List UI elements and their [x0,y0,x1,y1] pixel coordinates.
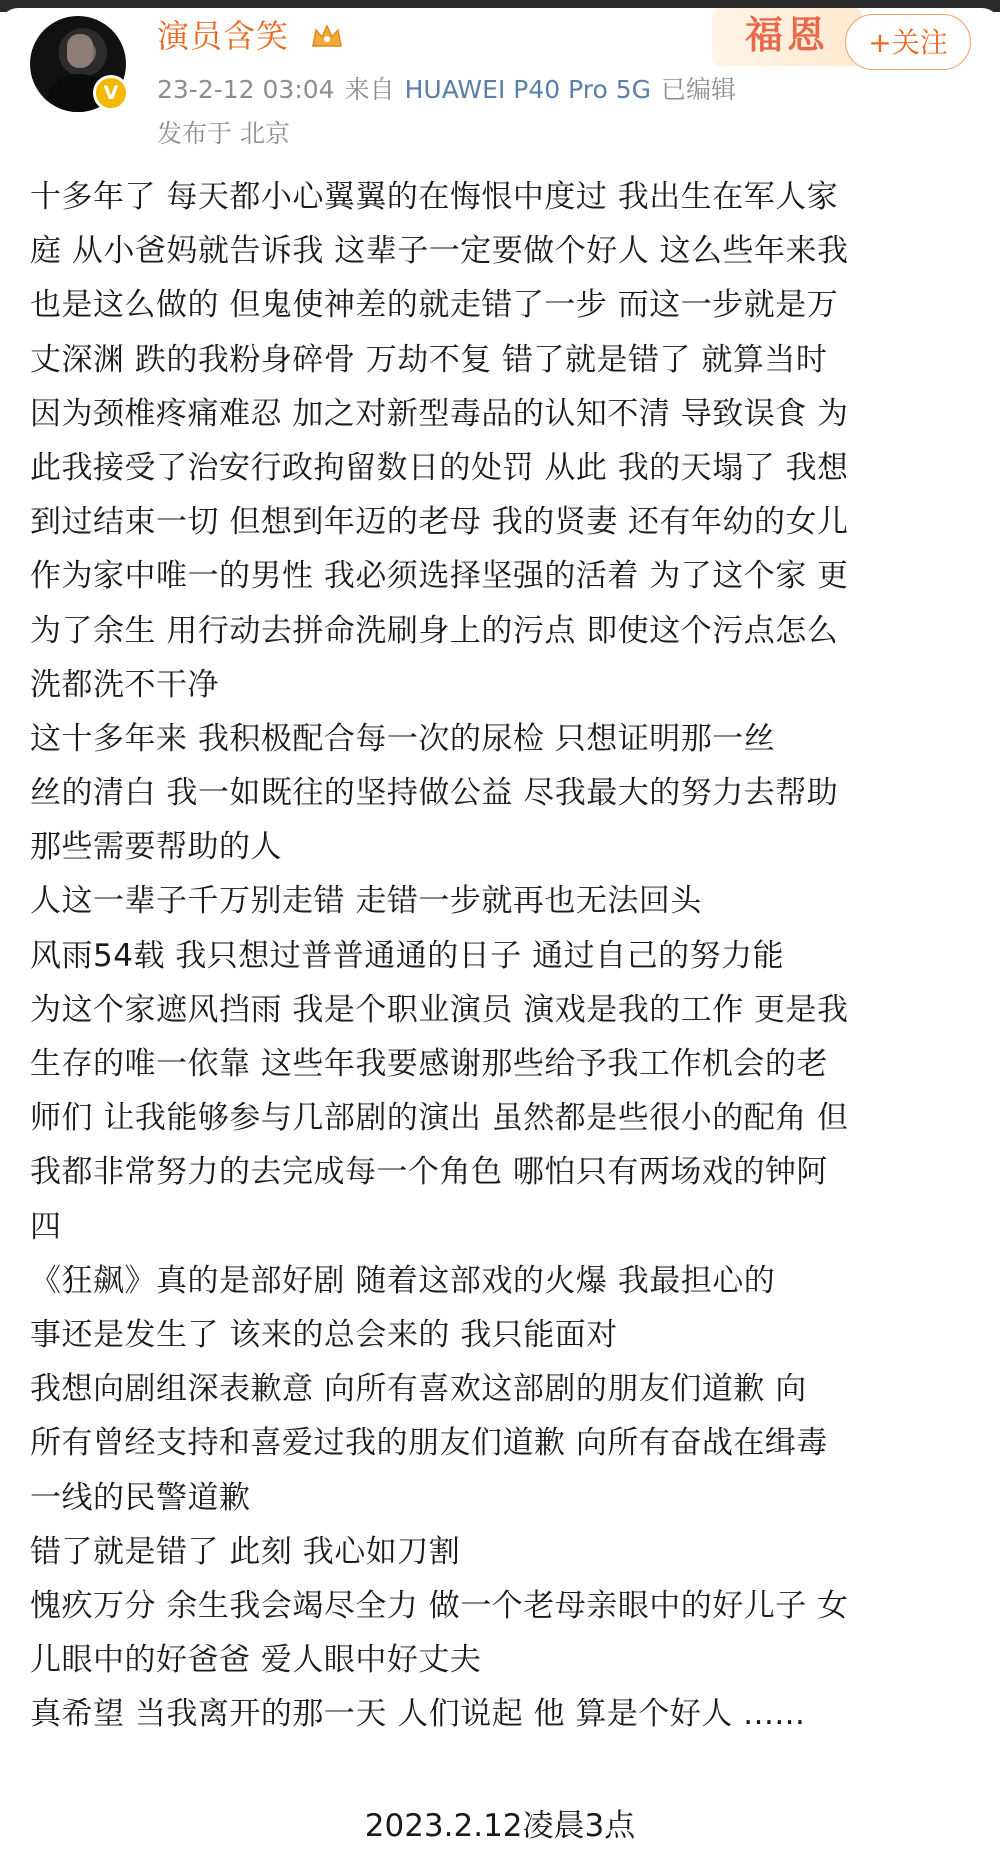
post-header [0,8,1000,158]
post-line: 真希望 当我离开的那一天 人们说起 他 算是个好人 ...... [30,1696,806,1733]
post-line: 儿眼中的好爸爸 爱人眼中好丈夫 [30,1642,482,1679]
post-line: 错了就是错了 此刻 我心如刀割 [30,1533,461,1570]
post-line: 师们 让我能够参与几部剧的演出 虽然都是些很小的配角 但 [30,1100,849,1137]
post-line: 也是这么做的 但鬼使神差的就走错了一步 而这一步就是万 [30,287,839,324]
post-line: 人这一辈子千万别走错 走错一步就再也无法回头 [30,883,702,920]
post-line: 洗都洗不干净 [30,666,219,703]
post-line: 那些需要帮助的人 [30,829,282,866]
post-line: 十多年了 每天都小心翼翼的在悔恨中度过 我出生在军人家 [30,179,839,215]
post-signature-date: 2023.2.12凌晨3点 [364,1808,636,1844]
post-line: 我都非常努力的去完成每一个角色 哪怕只有两场戏的钟阿 [30,1154,828,1191]
device-link[interactable]: HUAWEI P40 Pro 5G [404,75,651,104]
post-line: 为这个家遮风挡雨 我是个职业演员 演戏是我的工作 更是我 [30,991,849,1028]
crown-icon [310,21,344,51]
post-line: 生存的唯一依靠 这些年我要感谢那些给予我工作机会的老 [30,1046,828,1082]
edited-label: 已编辑 [660,75,736,104]
post-meta [157,72,746,108]
post-line: 为了余生 用行动去拼命洗刷身上的污点 即使这个污点怎么 [30,612,839,649]
post-line: 一线的民警道歉 [30,1479,251,1516]
source-prefix: 来自 [344,75,395,104]
post-line: 我想向剧组深表歉意 向所有喜欢这部剧的朋友们道歉 向 [30,1371,807,1408]
post-line: 《狂飙》真的是部好剧 随着这部戏的火爆 我最担心的 [30,1262,776,1299]
post-line: 事还是发生了 该来的总会来的 我只能面对 [30,1316,618,1353]
weibo-post-card [0,8,1000,1857]
post-line: 因为颈椎疼痛难忍 加之对新型毒品的认知不清 导致误食 为 [30,395,849,432]
post-line: 此我接受了治安行政拘留数日的处罚 从此 我的天塌了 我想 [30,449,849,486]
post-line: 庭 从小爸妈就告诉我 这辈子一定要做个好人 这么些年来我 [30,233,849,270]
follow-button[interactable]: +关注 [845,14,971,70]
post-line: 作为家中唯一的男性 我必须选择坚强的活着 为了这个家 更 [30,558,849,595]
post-line: 所有曾经支持和喜爱过我的朋友们道歉 向所有奋战在缉毒 [30,1425,828,1462]
post-line: 到过结束一切 但想到年迈的老母 我的贤妻 还有年幼的女儿 [30,504,849,541]
post-timestamp: 23-2-12 03:04 [157,75,335,104]
post-line: 风雨54载 我只想过普普通通的日子 通过自己的努力能 [30,937,785,974]
decorative-banner: 福恩 [712,8,862,66]
post-line: 四 [30,1208,62,1245]
username[interactable]: 演员含笑 [157,17,290,55]
post-line: 丈深渊 跌的我粉身碎骨 万劫不复 错了就是错了 就算当时 [30,341,828,378]
post-line: 愧疚万分 余生我会竭尽全力 做一个老母亲眼中的好儿子 女 [30,1587,849,1624]
post-location: 发布于 北京 [157,119,290,148]
post-body [30,170,980,1741]
post-line: 丝的清白 我一如既往的坚持做公益 尽我最大的努力去帮助 [30,775,839,812]
verified-badge-icon: V [93,75,129,111]
avatar-face [67,34,93,68]
post-line: 这十多年来 我积极配合每一次的尿检 只想证明那一丝 [30,720,776,757]
